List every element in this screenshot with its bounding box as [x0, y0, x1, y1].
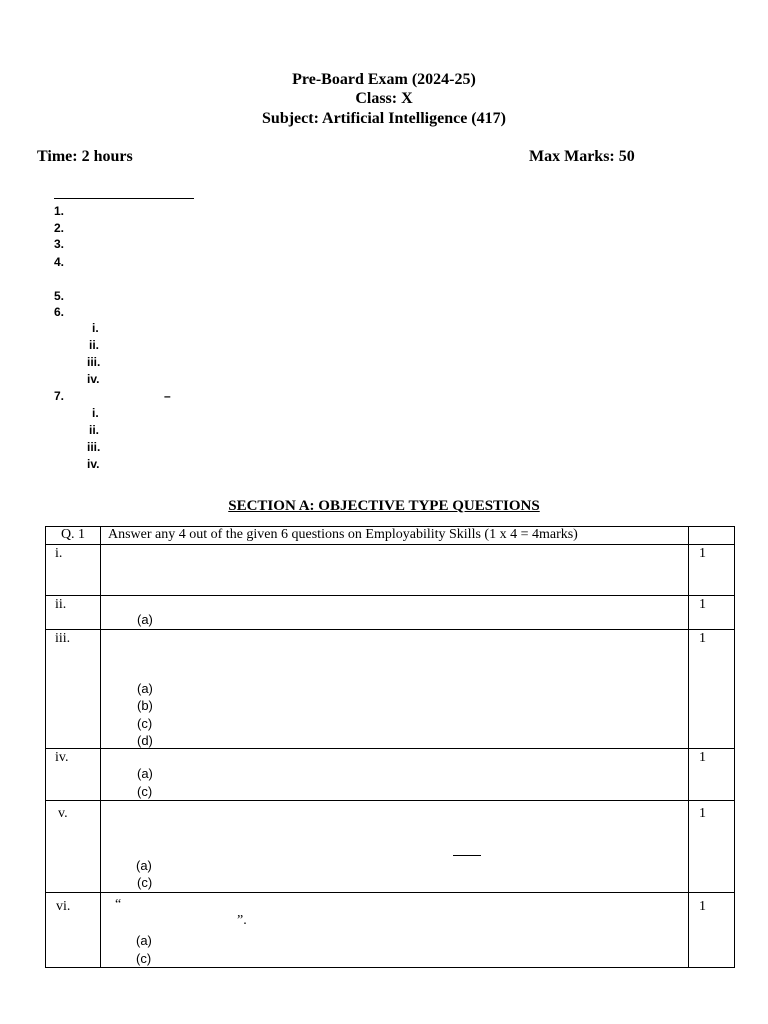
- question-table: [45, 526, 735, 968]
- option-label: (a): [137, 766, 153, 781]
- instruction-number: 6.: [54, 305, 65, 319]
- max-marks-label: Max Marks: 50: [529, 148, 635, 165]
- instruction-sub-number: i.: [92, 321, 99, 335]
- marks-value: 1: [699, 899, 706, 914]
- marks-value: 1: [699, 631, 706, 646]
- section-title: SECTION A: OBJECTIVE TYPE QUESTIONS: [228, 498, 540, 514]
- table-row: [46, 749, 735, 801]
- instruction-number: 7.: [54, 389, 65, 403]
- instructions-heading-rule: [54, 198, 194, 199]
- option-label: (a): [136, 858, 152, 873]
- instruction-sub-number: iv.: [87, 372, 100, 386]
- question-label: Q. 1: [46, 527, 101, 545]
- option-label: (a): [137, 612, 153, 627]
- question-number: i.: [55, 546, 63, 561]
- question-number: vi.: [56, 899, 71, 914]
- marks-value: 1: [699, 597, 706, 612]
- instruction-sub-number: i.: [92, 406, 99, 420]
- instruction-number: 4.: [54, 255, 65, 269]
- exam-title: Pre-Board Exam (2024-25): [292, 71, 476, 88]
- table-row: [46, 545, 735, 596]
- option-label: (a): [137, 681, 153, 696]
- instruction-sub-number: iii.: [87, 355, 101, 369]
- option-label: (c): [137, 716, 153, 731]
- instruction-number: 3.: [54, 237, 65, 251]
- close-quote: ”.: [237, 913, 247, 928]
- marks-value: 1: [699, 546, 706, 561]
- instruction-dash: –: [164, 389, 171, 403]
- option-label: (a): [136, 933, 152, 948]
- option-label: (c): [137, 784, 153, 799]
- option-label: (d): [137, 733, 153, 748]
- question-number: iii.: [55, 631, 71, 646]
- time-label: Time: 2 hours: [37, 148, 133, 165]
- open-quote: “: [115, 897, 122, 912]
- marks-value: 1: [699, 750, 706, 765]
- instruction-number: 2.: [54, 221, 65, 235]
- table-row: [46, 801, 735, 893]
- question-instruction: Answer any 4 out of the given 6 questions on Employability Skills (1 x 4 = 4marks): [101, 527, 689, 545]
- instruction-sub-number: ii.: [89, 423, 100, 437]
- marks-value: 1: [699, 806, 706, 821]
- instruction-sub-number: iii.: [87, 440, 101, 454]
- question-number: ii.: [55, 597, 67, 612]
- table-row: [46, 893, 735, 968]
- option-label: (b): [137, 698, 153, 713]
- option-label: (c): [136, 951, 152, 966]
- instruction-number: 5.: [54, 289, 65, 303]
- table-row: [46, 630, 735, 749]
- table-header-row: [46, 527, 735, 545]
- class-label: Class: X: [355, 90, 413, 107]
- instruction-sub-number: iv.: [87, 457, 100, 471]
- fill-in-blank: [453, 855, 481, 856]
- question-number: iv.: [55, 750, 69, 765]
- option-label: (c): [137, 875, 153, 890]
- subject-label: Subject: Artificial Intelligence (417): [262, 110, 506, 127]
- instruction-sub-number: ii.: [89, 338, 100, 352]
- question-number: v.: [58, 806, 68, 821]
- table-row: [46, 596, 735, 630]
- instruction-number: 1.: [54, 204, 65, 218]
